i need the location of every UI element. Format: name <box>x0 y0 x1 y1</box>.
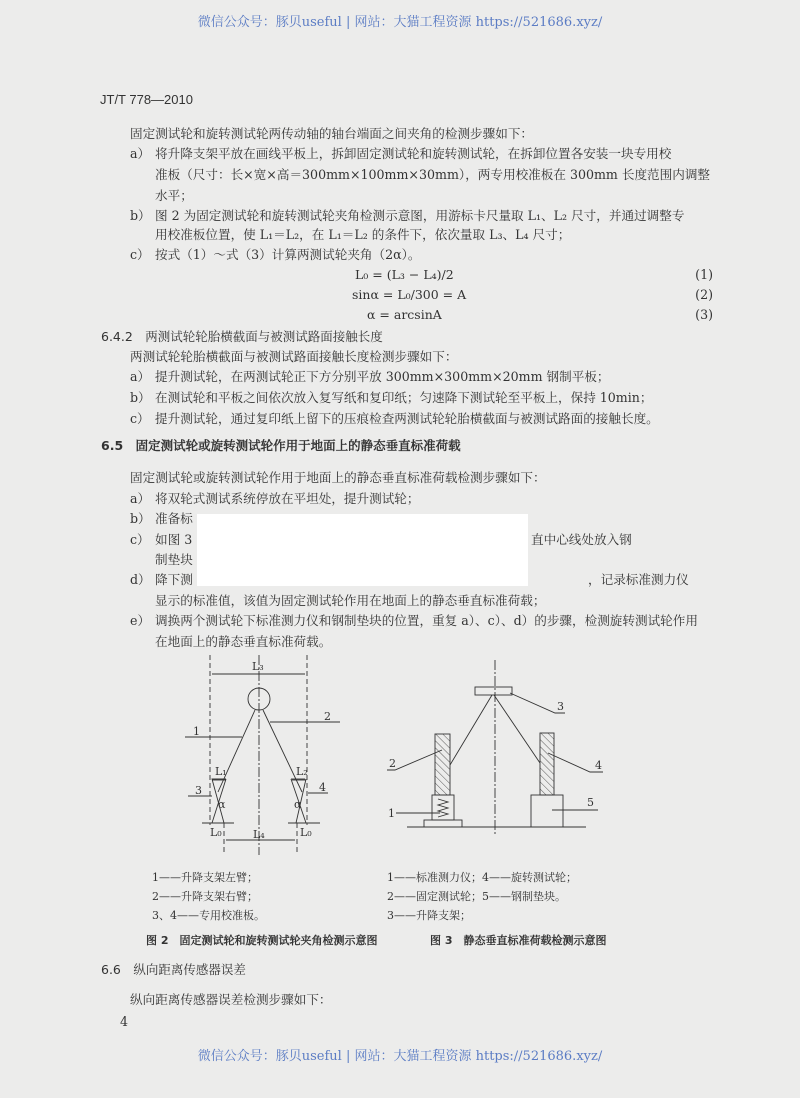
label-l0-right: L₀ <box>300 826 312 839</box>
label-1: 1 <box>388 807 395 820</box>
list-marker: b） <box>130 390 151 405</box>
standard-code-header: JT/T 778—2010 <box>100 92 193 107</box>
support-arm-left <box>450 695 492 765</box>
equation-1: L₀ = (L₃ − L₄)/2 <box>355 267 454 282</box>
page-number: 4 <box>120 1014 129 1029</box>
rotating-test-wheel <box>540 733 554 795</box>
list-item-a <box>0 491 800 506</box>
fixed-test-wheel <box>435 734 450 795</box>
figure-2-diagram <box>185 655 340 855</box>
label-3: 3 <box>557 700 564 713</box>
list-text: 直中心线处放入钢 <box>531 532 632 547</box>
list-text: 提升测试轮，通过复印纸上留下的压痕检查两测试轮轮胎横截面与被测试路面的接触长度。 <box>155 411 659 426</box>
list-item-c <box>0 411 800 426</box>
list-marker: e） <box>130 613 151 628</box>
section-heading-6-6: 6.6 纵向距离传感器误差 <box>101 962 246 977</box>
paragraph: 两测试轮轮胎横截面与被测试路面接触长度检测步骤如下： <box>130 349 458 364</box>
list-marker: c） <box>130 532 150 547</box>
list-marker: d） <box>130 572 151 587</box>
figure-2-caption: 图 2 固定测试轮和旋转测试轮夹角检测示意图 <box>146 934 378 947</box>
list-text: 降下测 <box>155 572 193 587</box>
list-text: 如图 3 <box>155 532 193 547</box>
list-text: 图 2 为固定测试轮和旋转测试轮夹角检测示意图，用游标卡尺量取 L₁、L₂ 尺寸，并通过调整专 <box>155 208 685 223</box>
label-l0-left: L₀ <box>210 826 222 839</box>
list-text: ，记录标准测力仪 <box>588 572 689 587</box>
equation-number: (3) <box>695 307 713 322</box>
label-l1: L₁ <box>215 765 227 778</box>
list-text: 制垫块 <box>155 552 193 567</box>
list-text: 提升测试轮，在两测试轮正下方分别平放 300mm×300mm×20mm 钢制平板； <box>155 369 610 384</box>
list-item-e <box>0 613 800 628</box>
list-text: 将双轮式测试系统停放在平坦处，提升测试轮； <box>155 491 420 506</box>
label-1: 1 <box>193 725 200 738</box>
figure-2-labels <box>193 660 331 841</box>
equation-2: sinα = L₀/300 = A <box>352 287 467 302</box>
list-item-b <box>0 390 800 405</box>
gauge-base <box>424 820 462 827</box>
list-text: 在地面上的静态垂直标准荷载。 <box>155 634 332 649</box>
label-4: 4 <box>319 781 326 794</box>
list-item-a <box>0 146 800 161</box>
lifting-support <box>475 687 512 695</box>
list-item-c <box>0 247 800 262</box>
watermark-bottom: 微信公众号：豚贝useful | 网站：大猫工程资源 https://521686.xyz/ <box>197 1049 603 1064</box>
spring-icon <box>438 799 448 817</box>
list-marker: b） <box>130 511 151 526</box>
support-arm-right <box>494 695 540 763</box>
watermark-top: 微信公众号：豚贝useful | 网站：大猫工程资源 https://521686.xyz/ <box>197 15 603 30</box>
paragraph: 纵向距离传感器误差检测步骤如下： <box>130 992 332 1007</box>
force-gauge <box>432 795 454 820</box>
list-text: 按式（1）～式（3）计算两测试轮夹角（2α）。 <box>155 247 421 262</box>
list-text: 水平； <box>155 188 193 203</box>
list-marker: c） <box>130 247 150 262</box>
label-3: 3 <box>195 784 202 797</box>
label-alpha-left: α <box>218 798 226 811</box>
equation-number: (1) <box>695 267 713 282</box>
figure-3-legend-item: 1——标准测力仪；4——旋转测试轮； <box>387 871 577 884</box>
list-item-b <box>0 208 800 223</box>
label-l2: L₂ <box>296 765 308 778</box>
list-marker: a） <box>130 369 151 384</box>
figure-2-legend-item: 1——升降支架左臂； <box>152 871 258 884</box>
paragraph: 固定测试轮或旋转测试轮作用于地面上的静态垂直标准荷载检测步骤如下： <box>130 470 546 485</box>
list-text: 调换两个测试轮下标准测力仪和钢制垫块的位置，重复 a）、c）、d）的步骤，检测旋转测试轮作用 <box>155 613 698 628</box>
figure-2-legend-item: 2——升降支架右臂； <box>152 890 258 903</box>
figure-2-legend-item: 3、4——专用校准板。 <box>152 909 265 922</box>
redaction-box <box>197 514 528 586</box>
figure-3-legend-item: 2——固定测试轮；5——钢制垫块。 <box>387 890 566 903</box>
label-4: 4 <box>595 759 602 772</box>
equation-number: (2) <box>695 287 713 302</box>
label-2: 2 <box>324 710 331 723</box>
list-text: 准备标 <box>155 511 193 526</box>
list-text: 准板（尺寸：长×宽×高＝300mm×100mm×30mm），两专用校准板在 300mm 长度范围内调整 <box>155 167 711 182</box>
figure-3-legend-item: 3——升降支架； <box>387 909 471 922</box>
steel-block <box>531 795 563 827</box>
equation-3: α = arcsinA <box>367 307 442 322</box>
label-2: 2 <box>389 757 396 770</box>
list-item-a <box>0 369 800 384</box>
section-heading-6-5: 6.5 固定测试轮或旋转测试轮作用于地面上的静态垂直标准荷载 <box>101 438 461 453</box>
list-text: 用校准板位置，使 L₁＝L₂，在 L₁＝L₂ 的条件下，依次量取 L₃、L₄ 尺寸； <box>155 227 571 242</box>
list-text: 显示的标准值，该值为固定测试轮作用在地面上的静态垂直标准荷载； <box>155 593 546 608</box>
label-l3: L₃ <box>252 660 264 673</box>
list-text: 将升降支架平放在画线平板上，拆卸固定测试轮和旋转测试轮，在拆卸位置各安装一块专用校 <box>155 146 672 161</box>
label-l4: L₄ <box>253 828 265 841</box>
paragraph: 固定测试轮和旋转测试轮两传动轴的轴台端面之间夹角的检测步骤如下： <box>130 126 533 141</box>
label-alpha-right: α <box>294 798 302 811</box>
list-text: 在测试轮和平板之间依次放入复写纸和复印纸；匀速降下测试轮至平板上，保持 10min； <box>155 390 653 405</box>
label-5: 5 <box>587 796 594 809</box>
list-marker: a） <box>130 146 151 161</box>
section-heading-6-4-2: 6.4.2 两测试轮轮胎横截面与被测试路面接触长度 <box>101 329 383 344</box>
list-marker: c） <box>130 411 150 426</box>
figure-3-diagram <box>387 660 603 835</box>
list-marker: b） <box>130 208 151 223</box>
list-marker: a） <box>130 491 151 506</box>
figure-3-caption: 图 3 静态垂直标准荷载检测示意图 <box>430 934 607 947</box>
